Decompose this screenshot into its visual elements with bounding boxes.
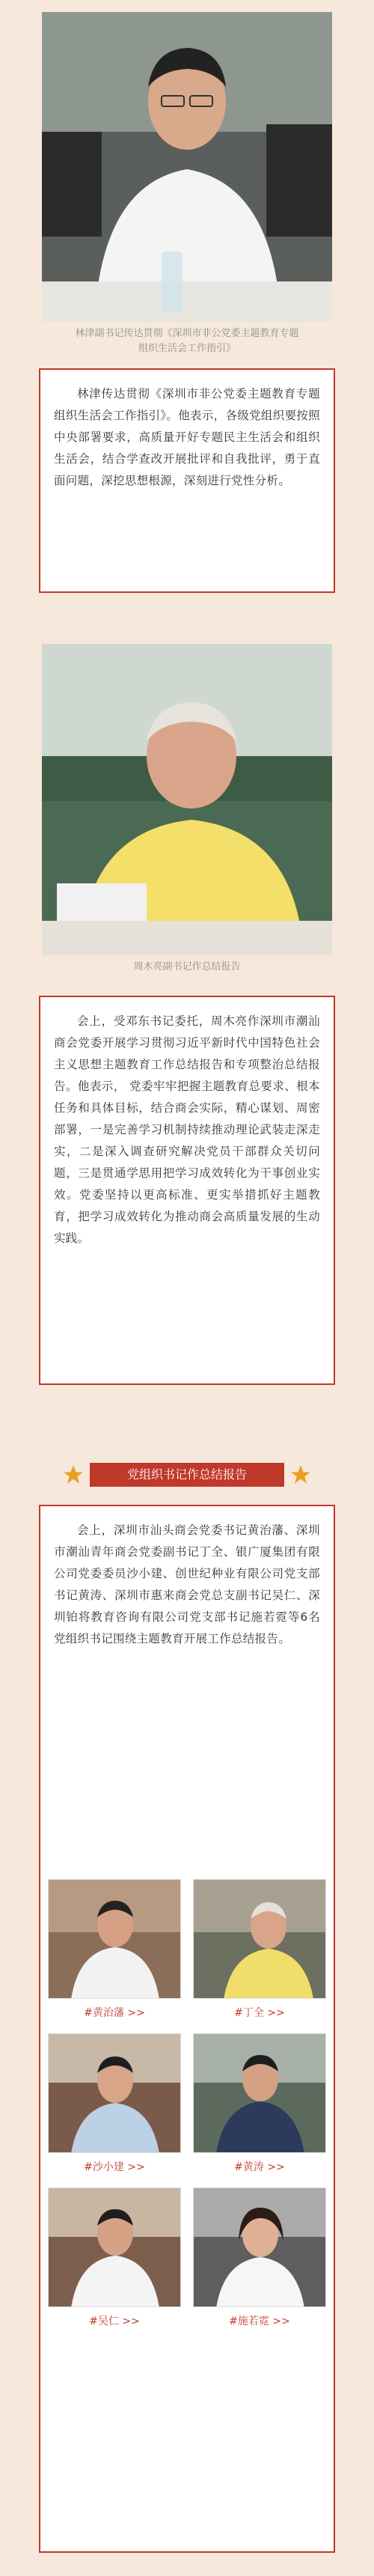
- person-photo: [193, 1879, 326, 1999]
- text-card-lin-jin: [39, 368, 335, 593]
- person-photo-illustration: [194, 2188, 326, 2307]
- person-label[interactable]: #施若霓 >>: [229, 2315, 290, 2327]
- star-icon: [63, 1464, 84, 1485]
- person-label[interactable]: #吴仁 >>: [89, 2315, 140, 2327]
- paragraph: 会上，深圳市汕头商会党委书记黄治藩、深圳市潮汕青年商会党委副书记丁全、银广厦集团有限公司党委委员沙小建、创世纪种业有限公司党支部书记黄涛、深圳市惠来商会党总支副书记吴仁、深圳铂将教育咨询有限公司党支部书记施若霓等6名党组织书记围绕主题教育开展工作总结报告。: [54, 1523, 320, 1645]
- photo-caption: [30, 960, 344, 975]
- paragraph: 会上，受邓东书记委托，周木亮作深圳市潮汕商会党委开展学习贯彻习近平新时代中国特色社会主义思想主题教育工作总结报告和专项整治总结报告。他表示， 党委牢牢把握主题教育总要求、根本任务和具体目标，结合商会实际，精心谋划、周密部署，一是完善学习机制持续推动理论武装走深走实，二是深入调查研究解决党员干部群众关切问题，三是贯通学思用把学习成效转化为干事创业实效。党委坚持以更高标准、更实举措抓好主题教育，把学习成效转化为推动商会高质量发展的生动实践。: [54, 1014, 320, 1245]
- person-photo: [48, 1879, 181, 1999]
- speaker-photo-illustration: [42, 644, 332, 955]
- star-icon: [290, 1464, 311, 1485]
- person-photo: [193, 2187, 326, 2307]
- section-title: 党组织书记作总结报告: [90, 1463, 284, 1487]
- photo-zhou-muliang: [42, 644, 332, 955]
- person-label[interactable]: #黄治藩 >>: [84, 2007, 145, 2019]
- person-photo: [48, 2187, 181, 2307]
- text-card-zhou-muliang: [39, 996, 335, 1385]
- photo-caption: [30, 326, 344, 356]
- caption-line: 组织生活会工作指引》: [138, 343, 236, 354]
- speaker-photo-illustration: [42, 12, 332, 322]
- person-label[interactable]: #沙小建 >>: [84, 2161, 145, 2173]
- person-photo-illustration: [194, 1880, 326, 1999]
- person-label[interactable]: #丁全 >>: [234, 2007, 285, 2019]
- person-label[interactable]: #黄涛 >>: [234, 2161, 285, 2173]
- paragraph: 林津传达贯彻《深圳市非公党委主题教育专题组织生活会工作指引》。他表示，各级党组织要按照中央部署要求，高质量开好专题民主生活会和组织生活会，结合学查改开展批评和自我批评，勇于直面问题，深挖思想根源，深刻进行党性分析。: [54, 387, 320, 487]
- section-header: [60, 1458, 314, 1491]
- person-photo: [193, 2033, 326, 2153]
- people-grid: [48, 1879, 326, 2538]
- person-photo: [48, 2033, 181, 2153]
- caption-line: 周木亮副书记作总结报告: [133, 961, 241, 972]
- photo-lin-jin: [42, 12, 332, 322]
- caption-line: 林津副书记传达贯彻《深圳市非公党委主题教育专题: [75, 328, 299, 339]
- person-photo-illustration: [49, 1880, 181, 1999]
- person-photo-illustration: [49, 2034, 181, 2153]
- person-photo-illustration: [194, 2034, 326, 2153]
- person-photo-illustration: [49, 2188, 181, 2307]
